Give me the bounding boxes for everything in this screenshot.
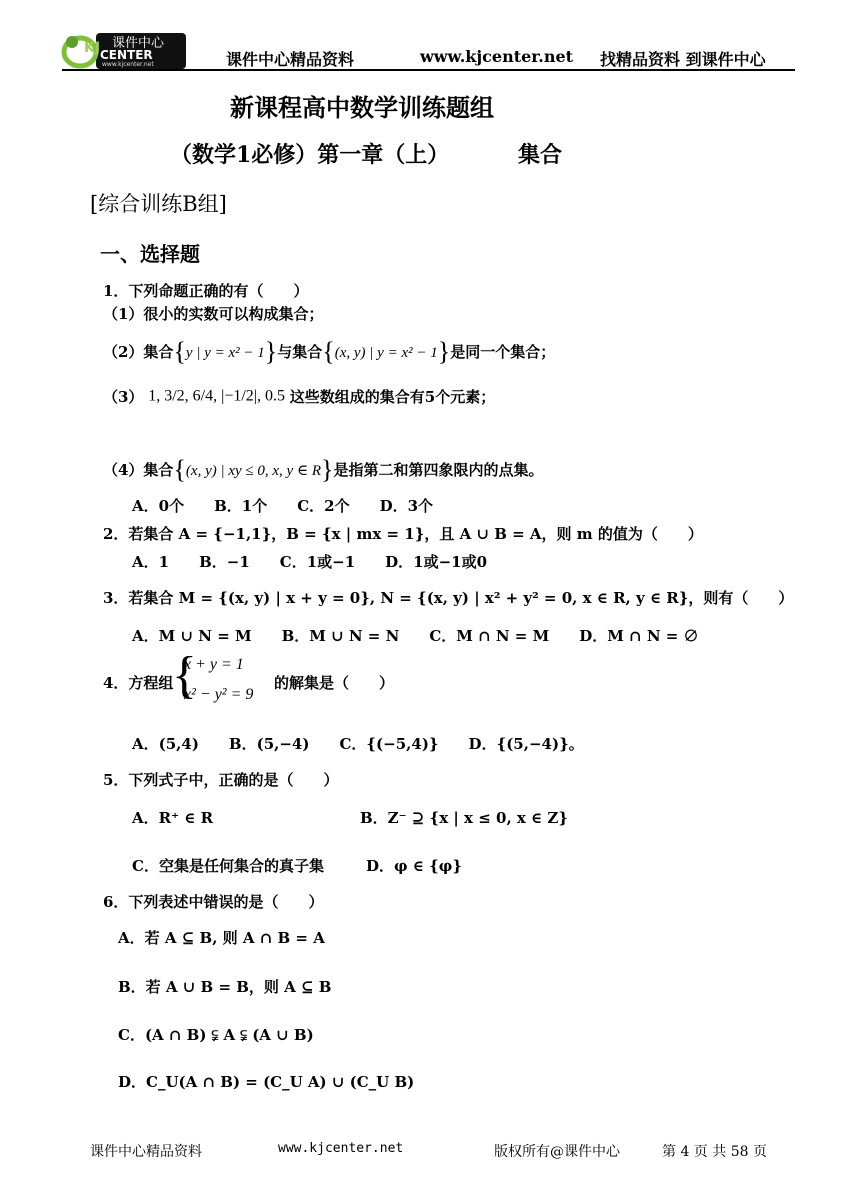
q1-statement-3: （3） 1, 3/2, 6/4, |−1/2|, 0.5 这些数组成的集合有5个元素； xyxy=(103,387,496,406)
q6-stem: 6．下列表述中错误的是（ ） xyxy=(103,893,324,911)
q1-stem: 1．下列命题正确的有（ ） xyxy=(103,282,309,300)
q1-statement-1: （1）很小的实数可以构成集合； xyxy=(103,305,324,323)
q3-options: A．M ∪ N = M B．M ∪ N = N C．M ∩ N = M D．M ∩ N = ∅ xyxy=(132,627,699,645)
header-right: 找精品资料 到课件中心 xyxy=(600,50,766,69)
group-label: [综合训练B组] xyxy=(90,192,227,216)
q4-equation-2: x² − y² = 9 xyxy=(184,686,254,703)
page-title: 新课程高中数学训练题组 xyxy=(230,93,494,122)
q5-stem: 5．下列式子中，正确的是（ ） xyxy=(103,771,339,789)
header-center: www.kjcenter.net xyxy=(420,47,574,66)
page-number: 第 4 页 共 58 页 xyxy=(662,1144,767,1160)
logo-url-text: www.kjcenter.net xyxy=(102,61,154,68)
q1-options: A．0个 B．1个 C．2个 D．3个 xyxy=(132,497,434,515)
q3-stem: 3．若集合 M = {(x, y) | x + y = 0}, N = {(x, y) | x² + y² = 0, x ∈ R, y ∈ R}，则有（ ） xyxy=(103,589,794,607)
chapter-title: （数学1必修）第一章（上） xyxy=(170,142,450,168)
logo-center-text: CENTER xyxy=(100,48,153,62)
q4-stem-b: 的解集是（ ） xyxy=(274,674,395,692)
q6-option-a: A．若 A ⊆ B, 则 A ∩ B = A xyxy=(118,929,325,947)
q5-option-b: B．Z⁻ ⊇ {x | x ≤ 0, x ∈ Z} xyxy=(360,809,568,827)
q4-options: A．(5,4) B．(5,−4) C．{(−5,4)} D．{(5,−4)}。 xyxy=(132,735,584,753)
footer-url: www.kjcenter.net xyxy=(278,1141,404,1156)
q6-option-c: C．(A ∩ B) ⫋ A ⫋ (A ∪ B) xyxy=(118,1026,314,1044)
q6-option-b: B．若 A ∪ B = B，则 A ⊆ B xyxy=(118,978,332,996)
chapter-topic: 集合 xyxy=(518,142,563,168)
header-left: 课件中心精品资料 xyxy=(226,50,355,69)
q5-option-a: A．R⁺ ∈ R xyxy=(132,809,214,827)
footer-copyright: 版权所有@课件中心 xyxy=(494,1144,620,1160)
set-y-expr: y | y = x² − 1 xyxy=(185,345,265,361)
set-xy-expr: (x, y) | y = x² − 1 xyxy=(334,345,438,361)
header-rule xyxy=(62,69,795,71)
q4-equation-1: x + y = 1 xyxy=(184,656,244,673)
s3-number-list: 1, 3/2, 6/4, |−1/2|, 0.5 xyxy=(148,387,285,405)
q2-options: A．1 B．−1 C．1或−1 D．1或−1或0 xyxy=(132,553,488,571)
q4-stem-a: 4．方程组 xyxy=(103,674,174,692)
q6-option-d: D．C_U(A ∩ B) = (C_U A) ∪ (C_U B) xyxy=(118,1073,415,1091)
footer-left: 课件中心精品资料 xyxy=(90,1144,202,1160)
q5-option-d: D．φ ∈ {φ} xyxy=(366,857,462,875)
logo-cn-text: 课件中心 xyxy=(112,36,165,51)
q2-stem: 2．若集合 A = {−1,1}，B = {x | mx = 1}，且 A ∪ B = A，则 m 的值为（ ） xyxy=(103,525,703,543)
logo-kj-text: KJ xyxy=(84,40,101,56)
section-heading: 一、选择题 xyxy=(100,242,200,266)
q4-brace: { xyxy=(172,647,197,704)
q1-statement-2: （2）集合{y | y = x² − 1}与集合{(x, y) | y = x² − 1}是同一个集合； xyxy=(103,337,556,366)
q1-statement-4: （4）集合{(x, y) | xy ≤ 0, x, y ∈ R}是指第二和第四象限内的点集。 xyxy=(103,455,544,484)
q5-option-c: C．空集是任何集合的真子集 xyxy=(132,857,324,875)
